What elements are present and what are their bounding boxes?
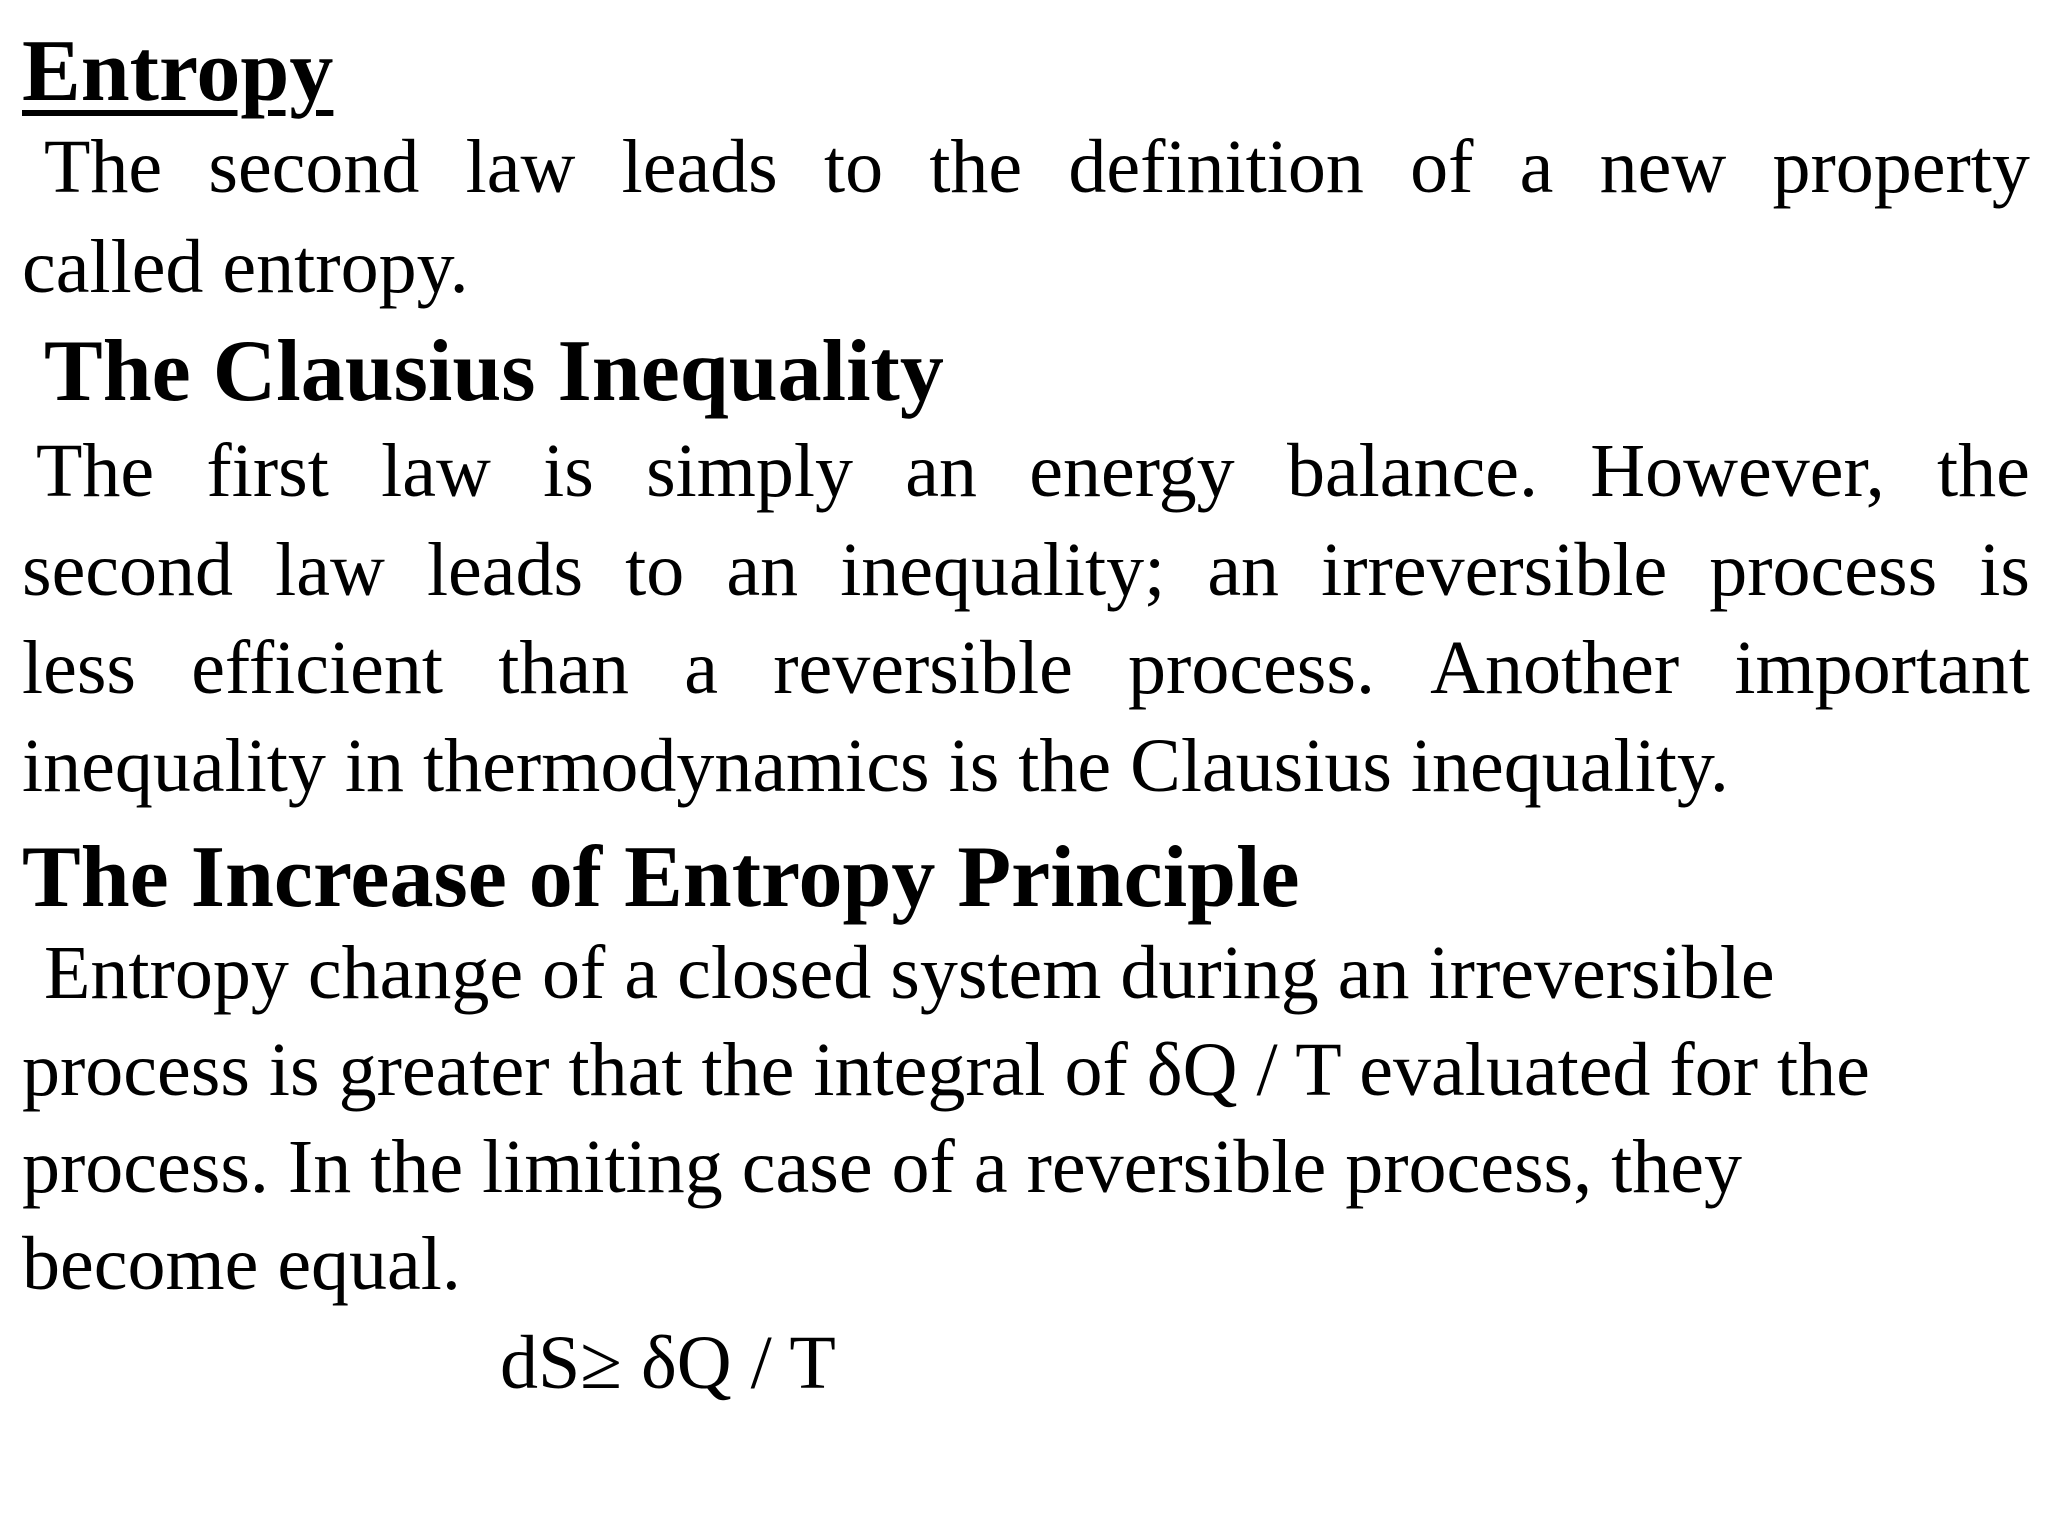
increase-para-line-3: process. In the limiting case of a reversible process, they — [22, 1125, 1742, 1209]
entropy-para-line-1: The second law leads to the definition of a new property — [44, 125, 2030, 209]
increase-para-line-4: become equal. — [22, 1222, 461, 1306]
page-title: Entropy — [22, 23, 334, 120]
entropy-para-line-2: called entropy. — [22, 225, 469, 309]
entropy-inequality-formula: dS≥ δQ / T — [500, 1321, 836, 1405]
clausius-para-line-1: The first law is simply an energy balance. However, the — [36, 429, 2030, 513]
increase-para-line-2: process is greater that the integral of δQ / T evaluated for the — [22, 1028, 1870, 1112]
section-heading-clausius: The Clausius Inequality — [44, 323, 944, 420]
clausius-para-line-3: less efficient than a reversible process. Another important — [22, 626, 2030, 710]
section-heading-increase: The Increase of Entropy Principle — [22, 829, 1300, 926]
increase-para-line-1: Entropy change of a closed system during an irreversible — [44, 931, 1775, 1015]
clausius-para-line-4: inequality in thermodynamics is the Clausius inequality. — [22, 724, 1729, 808]
clausius-para-line-2: second law leads to an inequality; an irreversible process is — [22, 528, 2030, 612]
